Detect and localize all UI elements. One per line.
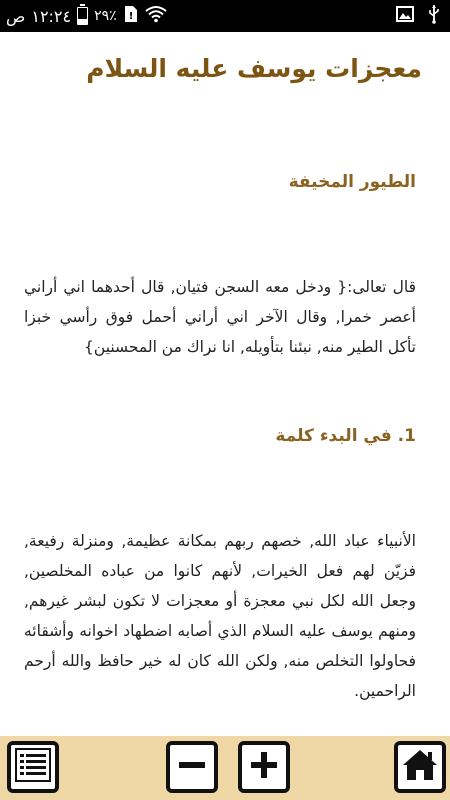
status-clock: ١٢:٢٤: [31, 6, 72, 26]
home-button[interactable]: [394, 741, 446, 793]
section-heading-intro: 1. في البدء كلمة: [275, 426, 416, 446]
page-title: معجزات يوسف عليه السلام: [86, 54, 422, 83]
paragraph-verse: قال تعالى:{ ودخل معه السجن فتيان, قال أحدهما اني أراني أعصر خمرا, وقال الآخر اني أراني أحمل فوق رأسي خبزا تأكل الطير منه, نبئنا بتأويله, انا نراك من المحسنين}: [24, 278, 416, 356]
minus-icon: [176, 749, 208, 785]
no-sim-icon: [123, 5, 139, 27]
decrease-font-button[interactable]: [166, 741, 218, 793]
svg-text:!: !: [128, 11, 133, 22]
battery-fill: [78, 19, 87, 24]
image-icon: [396, 6, 414, 26]
increase-font-button[interactable]: [238, 741, 290, 793]
home-icon: [401, 748, 439, 786]
plus-icon: [248, 749, 280, 785]
paragraph-intro: الأنبياء عباد الله, خصهم ربهم بمكانة عظيمة, ومنزلة رفيعة, فزيّن لهم فعل الخيرات, لأنهم كانوا من عباده المخلصين, وجعل الله لكل نبي معجزة أو معجزات لا تكون لبشر غيرهم, ومنهم يوسف عليه السلام الذي أصابه اضطهاد اخوانه وأشقائه فحاولوا التخلص منه, ولكن الله كان له خير حافظ والله أرحم الراحمين.: [24, 532, 416, 700]
status-time: ص: [6, 6, 26, 26]
section-heading-scary-birds: الطيور المخيفة: [288, 172, 416, 192]
battery-percent: ٢٩٪: [94, 8, 117, 24]
status-bar: [0, 0, 450, 32]
contents-list-button[interactable]: [7, 741, 59, 793]
battery-icon: [77, 7, 88, 25]
list-icon: [15, 748, 51, 786]
wifi-icon: [145, 5, 167, 27]
status-bar-right: [396, 0, 440, 32]
bottom-toolbar: [0, 736, 450, 800]
status-bar-left: [6, 0, 167, 32]
article-content[interactable]: [0, 32, 450, 736]
usb-icon: [428, 4, 440, 28]
